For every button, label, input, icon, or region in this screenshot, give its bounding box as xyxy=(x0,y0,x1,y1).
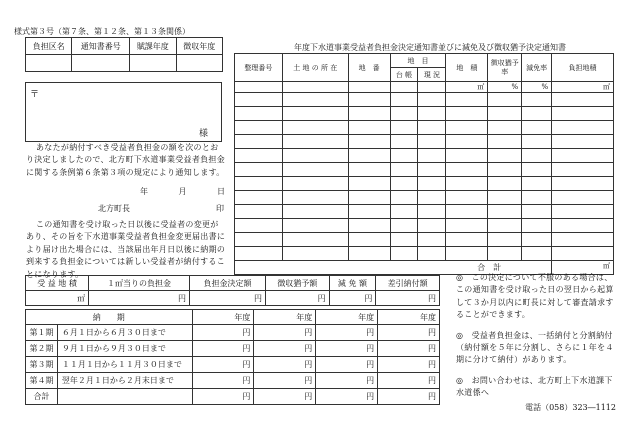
land-cell[interactable] xyxy=(446,163,488,177)
land-cell[interactable] xyxy=(390,191,418,205)
land-cell[interactable] xyxy=(522,93,552,107)
land-cell[interactable] xyxy=(488,107,522,121)
header-category: 地 目 xyxy=(390,54,446,68)
land-cell[interactable] xyxy=(418,93,446,107)
date-year: 年 xyxy=(140,187,148,196)
land-cell[interactable] xyxy=(522,219,552,233)
land-cell[interactable] xyxy=(348,93,390,107)
land-cell[interactable] xyxy=(418,135,446,149)
land-cell[interactable] xyxy=(390,149,418,163)
land-cell[interactable] xyxy=(418,107,446,121)
land-cell[interactable] xyxy=(552,219,614,233)
schedule-table xyxy=(25,309,440,405)
land-cell[interactable] xyxy=(552,205,614,219)
land-cell[interactable] xyxy=(418,149,446,163)
summary-cell[interactable]: 円 xyxy=(329,291,376,306)
land-cell[interactable] xyxy=(552,177,614,191)
address-box[interactable] xyxy=(25,82,222,142)
date-day: 日 xyxy=(217,187,225,196)
land-cell[interactable] xyxy=(282,93,348,107)
seal-mark: 印 xyxy=(216,204,224,213)
schedule-amount-cell[interactable]: 円 xyxy=(378,325,440,341)
land-cell[interactable] xyxy=(390,233,418,247)
land-cell[interactable] xyxy=(418,233,446,247)
summary-header: 減 免 額 xyxy=(329,276,376,291)
land-row xyxy=(235,93,614,107)
header-lot: 地 番 xyxy=(348,54,390,82)
schedule-amount-cell[interactable]: 円 xyxy=(254,357,316,373)
land-cell[interactable] xyxy=(552,107,614,121)
land-cell[interactable] xyxy=(348,205,390,219)
schedule-row-label: 合計 xyxy=(26,389,58,405)
schedule-header-year: 年度 xyxy=(316,310,378,325)
summary-header: 徴収猶予額 xyxy=(266,276,330,291)
land-cell[interactable] xyxy=(235,121,283,135)
land-cell[interactable] xyxy=(348,191,390,205)
land-cell[interactable] xyxy=(522,191,552,205)
header-location: 土 地 の 所 在 xyxy=(282,54,348,82)
land-cell[interactable] xyxy=(418,205,446,219)
header-area: 地 積 xyxy=(446,54,488,82)
schedule-row xyxy=(26,357,440,373)
main-title: 年度下水道事業受益者負担金決定通知書並びに減免及び徴収猶予決定通知書 xyxy=(294,43,566,52)
land-cell[interactable] xyxy=(390,247,418,261)
land-cell[interactable] xyxy=(552,93,614,107)
schedule-amount-cell[interactable]: 円 xyxy=(192,325,254,341)
schedule-row-label: 第４期 xyxy=(26,373,58,389)
header-category-ledger: 台 帳 xyxy=(390,68,418,82)
schedule-row-label: 第３期 xyxy=(26,357,58,373)
unit-area: ㎡ xyxy=(446,82,488,93)
land-cell[interactable] xyxy=(282,219,348,233)
land-cell[interactable] xyxy=(348,149,390,163)
summary-cell[interactable]: 円 xyxy=(89,291,190,306)
land-cell[interactable] xyxy=(552,191,614,205)
id-header-levy-year: 賦課年度 xyxy=(130,38,176,55)
schedule-row-label: 第１期 xyxy=(26,325,58,341)
land-cell[interactable] xyxy=(446,247,488,261)
land-cell[interactable] xyxy=(418,121,446,135)
land-cell[interactable] xyxy=(446,205,488,219)
postal-mark: 〒 xyxy=(30,90,40,100)
land-cell[interactable] xyxy=(446,233,488,247)
land-cell[interactable] xyxy=(348,233,390,247)
land-cell[interactable] xyxy=(235,219,283,233)
schedule-row xyxy=(26,373,440,389)
schedule-amount-cell[interactable]: 円 xyxy=(316,389,378,405)
transfer-note: この通知書を受け取った日以後に受益者の変更があり、その旨を下水道事業受益者負担金変更届出書により届け出た場合には、当該届出年月日以後に納期の到来する負担金については新しい受益者が納付することになります。 xyxy=(26,220,226,279)
form-label: 様式第３号（第７条、第１２条、第１３条関係） xyxy=(14,27,190,36)
note-contact: ◎ お問い合わせは、北方町上下水道課下水道係へ xyxy=(456,375,613,398)
land-cell[interactable] xyxy=(418,163,446,177)
land-cell[interactable] xyxy=(446,93,488,107)
header-category-current: 現 況 xyxy=(418,68,446,82)
schedule-row-period: １１月１日から１１月３０日まで xyxy=(57,357,192,373)
schedule-header-year: 年度 xyxy=(192,310,254,325)
id-header-notice-number: 通知書番号 xyxy=(72,38,130,55)
land-row xyxy=(235,163,614,177)
land-cell[interactable] xyxy=(390,205,418,219)
land-cell[interactable] xyxy=(235,191,283,205)
land-cell[interactable] xyxy=(446,149,488,163)
schedule-amount-cell[interactable]: 円 xyxy=(254,325,316,341)
summary-cell[interactable]: 円 xyxy=(266,291,330,306)
land-cell[interactable] xyxy=(235,135,283,149)
schedule-amount-cell[interactable]: 円 xyxy=(192,373,254,389)
schedule-amount-cell[interactable]: 円 xyxy=(192,389,254,405)
summary-header: 負担金決定額 xyxy=(189,276,265,291)
honorific: 様 xyxy=(199,129,209,139)
header-deferral-rate: 徴収猶予率 xyxy=(488,54,522,82)
schedule-row-label: 第２期 xyxy=(26,341,58,357)
id-table xyxy=(25,37,223,72)
land-cell[interactable] xyxy=(282,247,348,261)
mayor: 北方町長 xyxy=(98,204,130,213)
note-payment: ◎ 受益者負担金は、一括納付と分割納付（納付額を５年に分割し、さらに１年を４期に分けて納付）があります。 xyxy=(456,330,614,365)
land-cell[interactable] xyxy=(348,247,390,261)
land-row xyxy=(235,177,614,191)
land-cell[interactable] xyxy=(446,191,488,205)
land-cell[interactable] xyxy=(418,191,446,205)
unit-charge-area: ㎡ xyxy=(552,82,614,93)
unit-row xyxy=(235,82,614,93)
schedule-amount-cell[interactable]: 円 xyxy=(316,373,378,389)
header-exemption-rate: 減免率 xyxy=(522,54,552,82)
land-cell[interactable] xyxy=(488,163,522,177)
total-label: 合 計 xyxy=(235,261,552,275)
schedule-amount-cell[interactable]: 円 xyxy=(192,341,254,357)
land-cell[interactable] xyxy=(235,93,283,107)
notes xyxy=(456,272,616,413)
land-cell[interactable] xyxy=(552,149,614,163)
total-unit: ㎡ xyxy=(552,261,614,275)
land-cell[interactable] xyxy=(348,135,390,149)
land-cell[interactable] xyxy=(488,135,522,149)
header-charge-area: 負担地積 xyxy=(552,54,614,82)
land-cell[interactable] xyxy=(235,247,283,261)
land-cell[interactable] xyxy=(390,163,418,177)
land-cell[interactable] xyxy=(390,219,418,233)
summary-header: 差引納付額 xyxy=(376,276,440,291)
unit-deferral: % xyxy=(488,82,522,93)
land-cell[interactable] xyxy=(282,177,348,191)
land-table xyxy=(234,53,614,275)
summary-cell[interactable]: 円 xyxy=(189,291,265,306)
schedule-row xyxy=(26,389,440,405)
land-cell[interactable] xyxy=(522,107,552,121)
land-cell[interactable] xyxy=(235,149,283,163)
land-cell[interactable] xyxy=(390,93,418,107)
schedule-row-period xyxy=(57,389,192,405)
land-cell[interactable] xyxy=(235,163,283,177)
land-row xyxy=(235,233,614,247)
land-cell[interactable] xyxy=(488,219,522,233)
unit-exemption: % xyxy=(522,82,552,93)
land-cell[interactable] xyxy=(522,233,552,247)
schedule-row-period: ６月１日から６月３０日まで xyxy=(57,325,192,341)
land-cell[interactable] xyxy=(446,107,488,121)
land-cell[interactable] xyxy=(552,233,614,247)
land-cell[interactable] xyxy=(348,107,390,121)
schedule-row xyxy=(26,341,440,357)
schedule-amount-cell[interactable]: 円 xyxy=(316,341,378,357)
id-cell[interactable] xyxy=(72,55,130,72)
land-cell[interactable] xyxy=(418,219,446,233)
land-cell[interactable] xyxy=(488,233,522,247)
note-appeal: ◎ この決定について不服のある場合は、この通知書を受け取った日の翌日から起算して３か月以内に町長に対して審査請求することができます。 xyxy=(456,273,614,320)
schedule-amount-cell[interactable]: 円 xyxy=(378,357,440,373)
summary-cell[interactable]: ㎡ xyxy=(26,291,89,306)
notice-text: あなたが納付すべき受益者負担金の額を次のとおり決定しましたので、北方町下水道事業受益者負担金に関する条例第６条第３項の規定により通知します。 xyxy=(26,143,226,177)
phone: 電話（058）323―1112 xyxy=(525,402,616,412)
schedule-amount-cell[interactable]: 円 xyxy=(316,357,378,373)
header-number: 整理番号 xyxy=(235,54,283,82)
land-cell[interactable] xyxy=(446,177,488,191)
land-row xyxy=(235,247,614,261)
land-cell[interactable] xyxy=(282,233,348,247)
schedule-header-year: 年度 xyxy=(378,310,440,325)
land-cell[interactable] xyxy=(522,205,552,219)
land-cell[interactable] xyxy=(235,205,283,219)
land-cell[interactable] xyxy=(488,177,522,191)
id-header-collect-year: 徴収年度 xyxy=(176,38,222,55)
land-cell[interactable] xyxy=(282,107,348,121)
land-cell[interactable] xyxy=(282,163,348,177)
land-row xyxy=(235,121,614,135)
land-row xyxy=(235,191,614,205)
land-cell[interactable] xyxy=(488,149,522,163)
schedule-header-year: 年度 xyxy=(254,310,316,325)
land-row xyxy=(235,205,614,219)
land-cell[interactable] xyxy=(390,177,418,191)
land-cell[interactable] xyxy=(390,121,418,135)
land-cell[interactable] xyxy=(522,149,552,163)
land-cell[interactable] xyxy=(235,177,283,191)
land-cell[interactable] xyxy=(282,191,348,205)
land-cell[interactable] xyxy=(522,121,552,135)
land-row xyxy=(235,107,614,121)
summary-header: 受 益 地 積 xyxy=(26,276,89,291)
land-cell[interactable] xyxy=(348,163,390,177)
land-cell[interactable] xyxy=(235,107,283,121)
land-cell[interactable] xyxy=(390,107,418,121)
land-cell[interactable] xyxy=(390,135,418,149)
schedule-row-period: ９月１日から９月３０日まで xyxy=(57,341,192,357)
summary-cell[interactable]: 円 xyxy=(376,291,440,306)
land-cell[interactable] xyxy=(488,93,522,107)
land-cell[interactable] xyxy=(282,121,348,135)
schedule-header-period: 納 期 xyxy=(26,310,193,325)
land-cell[interactable] xyxy=(282,149,348,163)
land-cell[interactable] xyxy=(348,219,390,233)
id-header-area: 負担区名 xyxy=(26,38,72,55)
land-cell[interactable] xyxy=(418,177,446,191)
land-cell[interactable] xyxy=(552,135,614,149)
land-cell[interactable] xyxy=(522,177,552,191)
land-row xyxy=(235,135,614,149)
land-cell[interactable] xyxy=(552,247,614,261)
schedule-amount-cell[interactable]: 円 xyxy=(316,325,378,341)
land-cell[interactable] xyxy=(552,163,614,177)
land-cell[interactable] xyxy=(522,135,552,149)
id-cell[interactable] xyxy=(26,55,72,72)
land-cell[interactable] xyxy=(488,191,522,205)
id-cell[interactable] xyxy=(176,55,222,72)
land-cell[interactable] xyxy=(446,135,488,149)
summary-table xyxy=(25,275,440,306)
land-cell[interactable] xyxy=(235,233,283,247)
schedule-amount-cell[interactable]: 円 xyxy=(254,389,316,405)
schedule-amount-cell[interactable]: 円 xyxy=(378,373,440,389)
schedule-amount-cell[interactable]: 円 xyxy=(378,341,440,357)
schedule-row xyxy=(26,325,440,341)
land-row xyxy=(235,219,614,233)
schedule-amount-cell[interactable]: 円 xyxy=(254,341,316,357)
summary-header: １㎡当りの負担金 xyxy=(89,276,190,291)
land-cell[interactable] xyxy=(418,247,446,261)
land-row xyxy=(235,149,614,163)
land-cell[interactable] xyxy=(488,247,522,261)
land-cell[interactable] xyxy=(488,205,522,219)
land-cell[interactable] xyxy=(552,121,614,135)
land-cell[interactable] xyxy=(282,135,348,149)
land-cell[interactable] xyxy=(348,177,390,191)
id-cell[interactable] xyxy=(130,55,176,72)
land-cell[interactable] xyxy=(488,121,522,135)
schedule-amount-cell[interactable]: 円 xyxy=(254,373,316,389)
date-month: 月 xyxy=(178,187,187,196)
date-line xyxy=(140,186,225,197)
schedule-row-period: 翌年２月１日から２月末日まで xyxy=(57,373,192,389)
schedule-amount-cell[interactable]: 円 xyxy=(192,357,254,373)
land-cell[interactable] xyxy=(522,163,552,177)
schedule-amount-cell[interactable]: 円 xyxy=(378,389,440,405)
land-cell[interactable] xyxy=(446,121,488,135)
land-cell[interactable] xyxy=(282,205,348,219)
land-cell[interactable] xyxy=(522,247,552,261)
land-cell[interactable] xyxy=(348,121,390,135)
land-cell[interactable] xyxy=(446,219,488,233)
